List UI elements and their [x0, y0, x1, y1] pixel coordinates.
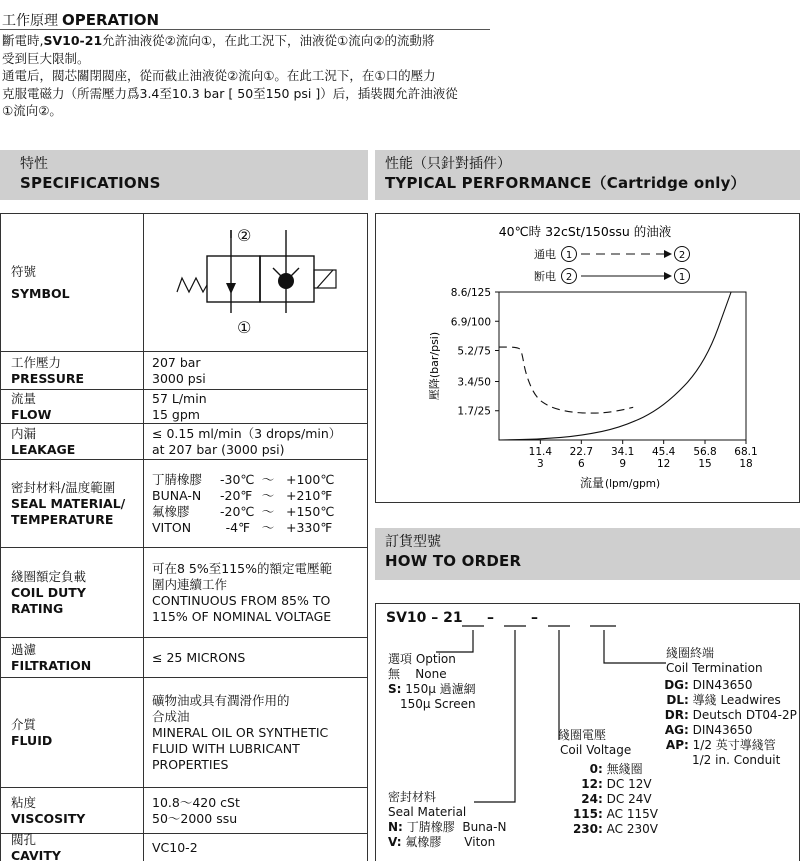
- legend-arrow: [664, 272, 672, 280]
- operation-text: 斷電時,SV10-21允許油液從②流向①，在此工況下，油液從①流向②的流動將 受到巨大限制。 通電后，閥芯關閉閥座，從而截止油液從②流向①。在此工況下，在①口的壓力 克服電磁力（所需壓力爲3.4至10.3 bar [ 50至150 psi ]）后，插裝閥允許油液從 ①流向②。: [2, 33, 458, 118]
- spec-row-seal: 密封材料/温度範圍 SEAL MATERIAL/ TEMPERATURE 丁腈橡膠 -30℃ ～ +100℃ BUNA-N -20℉ ～ +210℉ 氟橡膠 -20℃ ～ +150℃ VITON -4℉ ～ +330℉: [1, 459, 367, 547]
- spec-row-fluid: 介質 FLUID 礦物油或具有潤滑作用的 合成油 MINERAL OIL OR SYNTHETIC FLUID WITH LUBRICANT PROPERTIES: [1, 677, 367, 787]
- spec-row-leakage: 内漏 LEAKAGE ≤ 0.15 ml/min（3 drops/min） at 207 bar (3000 psi): [1, 423, 367, 459]
- chart-title: 40℃時 32cSt/150ssu 的油液: [498, 224, 672, 239]
- legend-port-text: 2: [678, 250, 686, 261]
- legend-port-text: 2: [565, 272, 573, 283]
- x-tick-label-gpm: 6: [577, 458, 585, 470]
- specifications-header: 特性 SPECIFICATIONS: [0, 150, 368, 200]
- order-dash: –: [487, 610, 494, 626]
- order-model-code: SV10 – 21: [386, 610, 463, 626]
- y-tick-label: 8.6/125: [450, 287, 491, 299]
- x-tick-label-lpm: 34.1: [610, 446, 635, 458]
- seal-temp-row: 丁腈橡膠 -30℃ ～ +100℃: [152, 471, 335, 487]
- x-tick-label-gpm: 9: [619, 458, 627, 470]
- legend-port-text: 1: [678, 272, 686, 283]
- performance-chart-box: [375, 213, 800, 503]
- valve-symbol-diagram: [145, 215, 367, 351]
- plot-area: [499, 292, 746, 440]
- x-axis-label: 流量: [579, 476, 604, 490]
- spec-row-viscosity: 粘度 VISCOSITY 10.8～420 cSt 50～2000 ssu: [1, 787, 367, 833]
- performance-chart: [376, 214, 799, 502]
- valve-symbol: [145, 214, 367, 351]
- port-2-label: ②: [237, 226, 252, 245]
- x-tick-label-lpm: 11.4: [528, 446, 553, 458]
- performance-header: 性能（只針對插件） TYPICAL PERFORMANCE（Cartridge only）: [375, 150, 800, 200]
- x-axis-unit: (lpm/gpm): [605, 478, 661, 490]
- order-termination-block: 綫圈終端 Coil Termination: [666, 646, 763, 675]
- series-line-energized: [499, 347, 633, 413]
- legend-label-energized: 通电: [534, 248, 556, 261]
- order-option-block: 選項 Option 無 None S: 150μ 過濾網 150μ Screen: [388, 652, 476, 711]
- operation-section: [0, 0, 490, 120]
- x-tick-label-lpm: 45.4: [651, 446, 676, 458]
- specifications-table: [0, 213, 368, 861]
- order-voltage-block: 綫圈電壓 Coil Voltage: [558, 728, 632, 757]
- x-tick-label-lpm: 22.7: [569, 446, 594, 458]
- operation-title: 工作原理 OPERATION: [0, 0, 490, 30]
- spec-row-cavity: 閥孔 CAVITY VC10-2: [1, 833, 367, 861]
- spec-row-flow: 流量 FLOW 57 L/min 15 gpm: [1, 389, 367, 423]
- spec-row-pressure: 工作壓力 PRESSURE 207 bar 3000 psi: [1, 351, 367, 389]
- seal-temp-row: 氟橡膠 -20℃ ～ +150℃: [152, 503, 335, 519]
- y-axis-label: 壓降(bar/psi): [428, 331, 441, 401]
- spec-row-coil-duty: 綫圈額定負載 COIL DUTY RATING 可在8 5%至115%的額定電壓範 圍内連續工作 CONTINUOUS FROM 85% TO 115% OF NOMINAL VOLTAGE: [1, 547, 367, 637]
- y-tick-label: 3.4/50: [457, 376, 491, 389]
- how-to-order-box: [375, 603, 800, 861]
- spec-row-filtration: 過濾 FILTRATION ≤ 25 MICRONS: [1, 637, 367, 677]
- seal-temp-row: BUNA-N -20℉ ～ +210℉: [152, 487, 333, 503]
- x-tick-label-gpm: 15: [698, 458, 712, 470]
- x-tick-label-lpm: 56.8: [693, 446, 717, 458]
- y-tick-label: 5.2/75: [457, 345, 491, 358]
- x-tick-label-lpm: 68.1: [734, 446, 758, 458]
- x-tick-label-gpm: 18: [739, 458, 753, 470]
- series-line-deenergized: [499, 292, 731, 440]
- order-termination-list: DG: DIN43650 DL: 導綫 Leadwires DR: Deutsch DT04-2P AG: DIN43650 AP: 1/2 英寸導綫管 1/2 in. Conduit: [664, 678, 797, 767]
- port-1-label: ①: [237, 318, 252, 337]
- y-tick-label: 6.9/100: [450, 316, 491, 329]
- order-seal-block: 密封材料 Seal Material N: 丁腈橡膠 Buna-N V: 氟橡膠 Viton: [388, 790, 507, 849]
- legend-port-text: 1: [565, 250, 573, 261]
- how-to-order-header: 訂貨型號 HOW TO ORDER: [375, 528, 800, 580]
- order-dash: –: [531, 610, 538, 626]
- spec-row-symbol: 符號 SYMBOL ② ①: [1, 214, 367, 351]
- y-tick-label: 1.7/25: [457, 405, 491, 418]
- legend-label-deenergized: 断电: [534, 270, 556, 283]
- x-tick-label-gpm: 12: [656, 458, 671, 470]
- x-tick-label-gpm: 3: [537, 458, 544, 470]
- order-voltage-list: 0: 無綫圈 12: DC 12V 24: DC 24V 115: AC 115V 230: AC 230V: [572, 762, 658, 836]
- seal-temp-row: VITON -4℉ ～ +330℉: [152, 519, 333, 535]
- legend-arrow: [664, 250, 672, 258]
